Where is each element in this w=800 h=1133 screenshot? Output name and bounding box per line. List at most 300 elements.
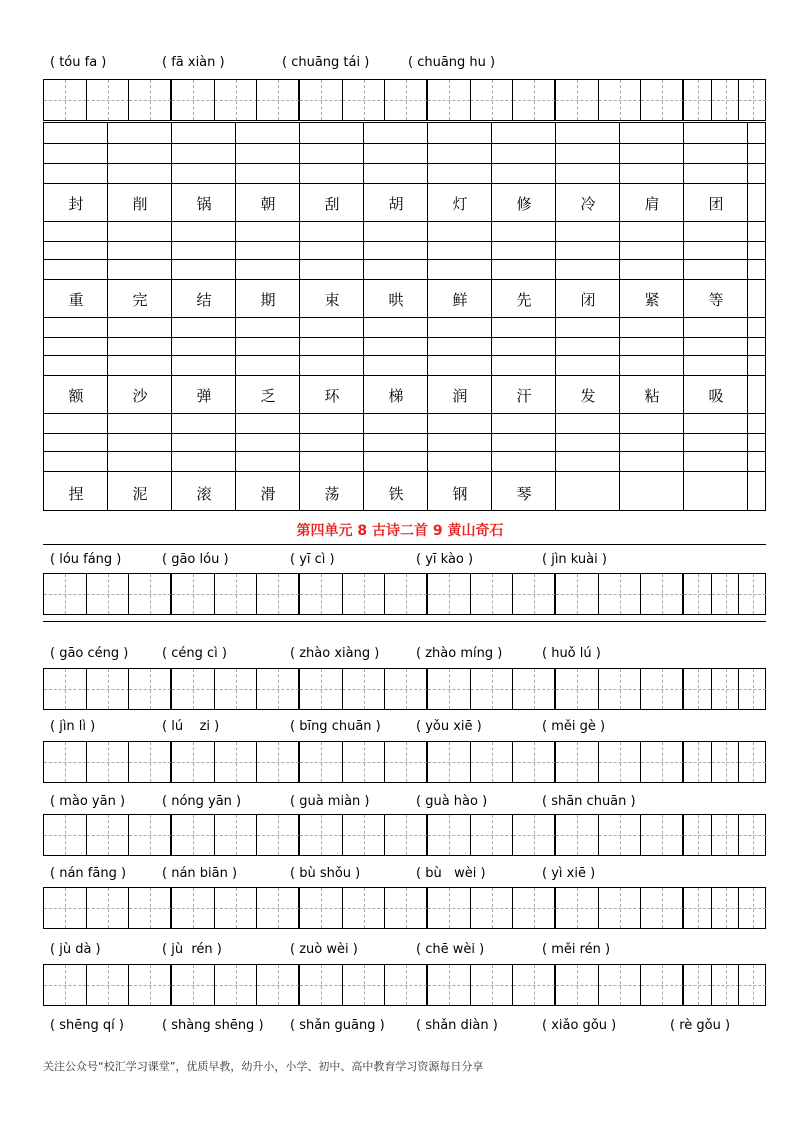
writing-grid-cell[interactable] (384, 815, 427, 855)
writing-grid-cell[interactable] (86, 742, 129, 782)
grid-guide-line (236, 669, 237, 709)
writing-grid-cell[interactable] (598, 574, 641, 614)
pinyin-label: ( gāo céng ) (50, 646, 129, 661)
writing-grid-cell[interactable] (342, 80, 385, 120)
grid-guide-line (278, 965, 279, 1005)
pinyin-label: ( zhào xiàng ) (290, 646, 380, 661)
writing-grid-cell[interactable] (128, 965, 171, 1005)
writing-grid-group[interactable] (171, 573, 299, 615)
grid-guide-line (698, 888, 699, 928)
writing-grid-group[interactable] (171, 668, 299, 710)
writing-grid-cell[interactable] (470, 742, 513, 782)
grid-guide-line (364, 669, 365, 709)
writing-grid-cell[interactable] (738, 742, 766, 782)
pinyin-label: ( chuāng hu ) (408, 55, 496, 70)
writing-grid-cell[interactable] (172, 815, 214, 855)
character-cell: 梯 (388, 387, 404, 405)
writing-grid-cell[interactable] (172, 574, 214, 614)
character-cell: 胡 (388, 195, 404, 213)
writing-grid-cell[interactable] (684, 80, 711, 120)
writing-grid-cell[interactable] (300, 80, 342, 120)
writing-grid-cell[interactable] (214, 80, 257, 120)
writing-grid-cell[interactable] (738, 965, 766, 1005)
writing-grid-cell[interactable] (86, 80, 129, 120)
writing-grid-cell[interactable] (684, 888, 711, 928)
grid-guide-line (449, 669, 450, 709)
character-cell: 修 (516, 195, 532, 213)
writing-grid-cell[interactable] (556, 742, 598, 782)
pinyin-label: ( xiǎo gǒu ) (542, 1018, 617, 1033)
grid-guide-line (108, 965, 109, 1005)
character-cell: 额 (68, 387, 84, 405)
character-cell: 弹 (196, 387, 212, 405)
character-cell: 等 (708, 291, 724, 309)
writing-grid-cell[interactable] (512, 815, 555, 855)
writing-grid-cell[interactable] (428, 965, 470, 1005)
pinyin-label: ( huǒ lú ) (542, 646, 601, 661)
grid-guide-line (65, 815, 66, 855)
writing-grid-cell[interactable] (86, 815, 129, 855)
writing-grid-group[interactable] (43, 573, 171, 615)
writing-grid-row (43, 964, 766, 1006)
grid-guide-line (193, 669, 194, 709)
grid-guide-line (364, 574, 365, 614)
writing-grid-cell[interactable] (470, 888, 513, 928)
character-cell: 粘 (644, 387, 660, 405)
grid-guide-line (726, 80, 727, 120)
writing-grid-cell[interactable] (300, 742, 342, 782)
pinyin-line-top (50, 55, 766, 75)
writing-grid-group[interactable] (299, 964, 427, 1006)
character-cell: 结 (196, 291, 212, 309)
writing-grid-cell[interactable] (300, 965, 342, 1005)
writing-grid-cell[interactable] (470, 574, 513, 614)
writing-grid-cell[interactable] (738, 80, 766, 120)
writing-grid-group[interactable] (171, 741, 299, 783)
writing-grid-cell[interactable] (256, 888, 299, 928)
table-row-line (44, 433, 765, 434)
grid-guide-line (406, 815, 407, 855)
character-cell: 汗 (516, 387, 532, 405)
writing-grid-group[interactable] (683, 668, 766, 710)
pinyin-label: ( gāo lóu ) (162, 552, 229, 567)
writing-grid-cell[interactable] (44, 574, 86, 614)
writing-grid-cell[interactable] (342, 669, 385, 709)
writing-grid-group[interactable] (555, 79, 683, 121)
writing-grid-cell[interactable] (711, 888, 739, 928)
writing-grid-cell[interactable] (44, 669, 86, 709)
writing-grid-group[interactable] (171, 887, 299, 929)
character-cell: 滑 (260, 485, 276, 503)
writing-grid-row (43, 887, 766, 929)
writing-grid-cell[interactable] (428, 574, 470, 614)
writing-grid-group[interactable] (555, 887, 683, 929)
writing-grid-cell[interactable] (44, 888, 86, 928)
writing-grid-group[interactable] (683, 573, 766, 615)
character-cell: 哄 (388, 291, 404, 309)
pinyin-label: ( fā xiàn ) (162, 55, 225, 70)
writing-grid-cell[interactable] (172, 742, 214, 782)
writing-grid-cell[interactable] (384, 742, 427, 782)
pinyin-label: ( jù rén ) (162, 942, 222, 957)
writing-grid-group[interactable] (427, 668, 555, 710)
writing-grid-cell[interactable] (684, 742, 711, 782)
writing-grid-cell[interactable] (556, 669, 598, 709)
grid-guide-line (753, 742, 754, 782)
pinyin-line (50, 1018, 766, 1038)
writing-grid-cell[interactable] (428, 80, 470, 120)
writing-grid-cell[interactable] (640, 888, 683, 928)
writing-grid-cell[interactable] (172, 80, 214, 120)
character-cell: 泥 (132, 485, 148, 503)
table-row-line (44, 241, 765, 242)
writing-grid-cell[interactable] (128, 815, 171, 855)
grid-guide-line (108, 888, 109, 928)
writing-grid-cell[interactable] (128, 669, 171, 709)
writing-grid-cell[interactable] (684, 669, 711, 709)
writing-grid-cell[interactable] (598, 965, 641, 1005)
writing-grid-cell[interactable] (384, 965, 427, 1005)
writing-grid-cell[interactable] (342, 742, 385, 782)
writing-grid-cell[interactable] (512, 574, 555, 614)
writing-grid-cell[interactable] (711, 574, 739, 614)
writing-grid-group[interactable] (43, 887, 171, 929)
grid-guide-line (449, 888, 450, 928)
grid-guide-line (534, 669, 535, 709)
writing-grid-cell[interactable] (711, 965, 739, 1005)
grid-guide-line (726, 888, 727, 928)
writing-grid-cell[interactable] (640, 965, 683, 1005)
writing-grid-cell[interactable] (214, 574, 257, 614)
writing-grid-cell[interactable] (256, 965, 299, 1005)
grid-guide-line (321, 669, 322, 709)
writing-grid-cell[interactable] (128, 80, 171, 120)
writing-grid-cell[interactable] (256, 815, 299, 855)
writing-grid-cell[interactable] (598, 888, 641, 928)
writing-grid-group[interactable] (299, 668, 427, 710)
writing-grid-cell[interactable] (512, 965, 555, 1005)
grid-guide-line (753, 574, 754, 614)
writing-grid-cell[interactable] (512, 742, 555, 782)
writing-grid-cell[interactable] (128, 574, 171, 614)
writing-grid-cell[interactable] (684, 815, 711, 855)
writing-grid-cell[interactable] (556, 888, 598, 928)
footer-note: 关注公众号“校汇学习课堂”，优质早教，幼升小，小学、初中、高中教育学习资源每日分享 (43, 1060, 484, 1073)
pinyin-label: ( zuò wèi ) (290, 942, 358, 957)
writing-grid-row (43, 79, 766, 121)
writing-grid-cell[interactable] (711, 742, 739, 782)
writing-grid-group[interactable] (683, 887, 766, 929)
grid-guide-line (662, 80, 663, 120)
grid-guide-line (406, 742, 407, 782)
writing-grid-cell[interactable] (86, 965, 129, 1005)
writing-grid-cell[interactable] (384, 574, 427, 614)
writing-grid-cell[interactable] (300, 669, 342, 709)
writing-grid-group[interactable] (683, 79, 766, 121)
writing-grid-cell[interactable] (300, 815, 342, 855)
grid-guide-line (150, 80, 151, 120)
writing-grid-cell[interactable] (684, 574, 711, 614)
writing-grid-cell[interactable] (640, 815, 683, 855)
writing-grid-cell[interactable] (214, 888, 257, 928)
writing-grid-cell[interactable] (738, 574, 766, 614)
character-cell: 鲜 (452, 291, 468, 309)
grid-guide-line (65, 574, 66, 614)
writing-grid-cell[interactable] (44, 965, 86, 1005)
writing-grid-group[interactable] (427, 887, 555, 929)
writing-grid-group[interactable] (555, 814, 683, 856)
grid-guide-line (698, 815, 699, 855)
writing-grid-cell[interactable] (428, 669, 470, 709)
writing-grid-group[interactable] (555, 741, 683, 783)
writing-grid-cell[interactable] (470, 965, 513, 1005)
writing-grid-group[interactable] (427, 964, 555, 1006)
writing-grid-cell[interactable] (428, 888, 470, 928)
pinyin-label: ( yì xiē ) (542, 866, 596, 881)
character-cell: 发 (580, 387, 596, 405)
grid-guide-line (449, 80, 450, 120)
writing-grid-cell[interactable] (640, 80, 683, 120)
writing-grid-group[interactable] (427, 741, 555, 783)
writing-grid-group[interactable] (427, 573, 555, 615)
writing-grid-group[interactable] (555, 573, 683, 615)
writing-grid-cell[interactable] (598, 742, 641, 782)
writing-grid-cell[interactable] (711, 80, 739, 120)
writing-grid-cell[interactable] (556, 80, 598, 120)
writing-grid-group[interactable] (43, 668, 171, 710)
grid-guide-line (620, 888, 621, 928)
pinyin-label: ( yǒu xiē ) (416, 719, 482, 734)
grid-guide-line (108, 574, 109, 614)
writing-grid-cell[interactable] (598, 669, 641, 709)
pinyin-label: ( lú zi ) (162, 719, 220, 734)
writing-grid-cell[interactable] (470, 669, 513, 709)
grid-guide-line (108, 742, 109, 782)
grid-guide-line (236, 888, 237, 928)
writing-grid-cell[interactable] (428, 742, 470, 782)
writing-grid-cell[interactable] (384, 669, 427, 709)
unit-title: 第四单元 8 古诗二首 9 黄山奇石 (296, 523, 504, 539)
writing-grid-group[interactable] (555, 964, 683, 1006)
character-cell: 重 (68, 291, 84, 309)
divider (43, 544, 766, 545)
table-row-line (44, 143, 765, 144)
pinyin-label: ( nóng yān ) (162, 794, 242, 809)
grid-guide-line (193, 574, 194, 614)
writing-grid-group[interactable] (299, 887, 427, 929)
writing-grid-row (43, 573, 766, 615)
writing-grid-row (43, 668, 766, 710)
writing-grid-group[interactable] (299, 814, 427, 856)
writing-grid-cell[interactable] (172, 669, 214, 709)
writing-grid-cell[interactable] (86, 669, 129, 709)
writing-grid-group[interactable] (299, 573, 427, 615)
pinyin-label: ( rè gǒu ) (670, 1018, 731, 1033)
writing-grid-cell[interactable] (711, 669, 739, 709)
writing-grid-group[interactable] (171, 79, 299, 121)
writing-grid-group[interactable] (43, 79, 171, 121)
writing-grid-cell[interactable] (470, 815, 513, 855)
pinyin-label: ( shǎn guāng ) (290, 1018, 385, 1033)
character-cell: 团 (708, 195, 724, 213)
grid-guide-line (321, 742, 322, 782)
writing-grid-cell[interactable] (512, 669, 555, 709)
pinyin-label: ( jìn kuài ) (542, 552, 607, 567)
character-cell: 紧 (644, 291, 660, 309)
character-cell: 吸 (708, 387, 724, 405)
grid-guide-line (534, 742, 535, 782)
writing-grid-group[interactable] (299, 79, 427, 121)
writing-grid-cell[interactable] (428, 815, 470, 855)
grid-guide-line (193, 888, 194, 928)
pinyin-label: ( chuāng tái ) (282, 55, 370, 70)
character-cell: 荡 (324, 485, 340, 503)
grid-guide-line (321, 80, 322, 120)
grid-guide-line (698, 574, 699, 614)
writing-grid-group[interactable] (683, 964, 766, 1006)
writing-grid-cell[interactable] (640, 574, 683, 614)
writing-grid-cell[interactable] (598, 815, 641, 855)
writing-grid-cell[interactable] (256, 574, 299, 614)
pinyin-label: ( yī kào ) (416, 552, 474, 567)
writing-grid-group[interactable] (427, 814, 555, 856)
writing-grid-cell[interactable] (214, 669, 257, 709)
table-row-line (44, 259, 765, 260)
writing-grid-group[interactable] (43, 741, 171, 783)
writing-grid-group[interactable] (299, 741, 427, 783)
grid-guide-line (620, 965, 621, 1005)
grid-guide-line (150, 574, 151, 614)
writing-grid-cell[interactable] (556, 965, 598, 1005)
grid-guide-line (534, 965, 535, 1005)
grid-guide-line (577, 669, 578, 709)
writing-grid-cell[interactable] (640, 669, 683, 709)
writing-grid-group[interactable] (171, 814, 299, 856)
pinyin-line (50, 552, 766, 572)
writing-grid-cell[interactable] (214, 965, 257, 1005)
grid-guide-line (108, 669, 109, 709)
grid-guide-line (662, 742, 663, 782)
writing-grid-cell[interactable] (640, 742, 683, 782)
writing-grid-cell[interactable] (684, 965, 711, 1005)
writing-grid-cell[interactable] (86, 574, 129, 614)
grid-guide-line (278, 574, 279, 614)
character-cell: 琴 (516, 485, 532, 503)
writing-grid-cell[interactable] (128, 888, 171, 928)
writing-grid-cell[interactable] (256, 669, 299, 709)
grid-guide-line (449, 965, 450, 1005)
pinyin-label: ( bù wèi ) (416, 866, 486, 881)
writing-grid-cell[interactable] (384, 80, 427, 120)
grid-guide-line (577, 80, 578, 120)
writing-grid-cell[interactable] (738, 815, 766, 855)
grid-guide-line (698, 965, 699, 1005)
writing-grid-cell[interactable] (44, 80, 86, 120)
writing-grid-cell[interactable] (342, 815, 385, 855)
pinyin-label: ( guà hào ) (416, 794, 488, 809)
writing-grid-cell[interactable] (256, 80, 299, 120)
divider (43, 621, 766, 622)
grid-guide-line (364, 965, 365, 1005)
writing-grid-group[interactable] (555, 668, 683, 710)
character-cell: 润 (452, 387, 468, 405)
table-row-line (44, 471, 765, 472)
writing-grid-group[interactable] (43, 814, 171, 856)
grid-guide-line (193, 742, 194, 782)
table-row-line (44, 413, 765, 414)
writing-grid-group[interactable] (427, 79, 555, 121)
grid-guide-line (236, 80, 237, 120)
writing-grid-cell[interactable] (256, 742, 299, 782)
grid-guide-line (662, 965, 663, 1005)
writing-grid-cell[interactable] (512, 888, 555, 928)
grid-guide-line (577, 965, 578, 1005)
grid-guide-line (753, 815, 754, 855)
grid-guide-line (492, 574, 493, 614)
grid-guide-line (236, 965, 237, 1005)
grid-guide-line (620, 80, 621, 120)
writing-grid-cell[interactable] (342, 965, 385, 1005)
writing-grid-cell[interactable] (300, 574, 342, 614)
grid-guide-line (577, 742, 578, 782)
pinyin-line (50, 942, 766, 962)
grid-guide-line (364, 888, 365, 928)
writing-grid-group[interactable] (683, 741, 766, 783)
character-cell: 先 (516, 291, 532, 309)
character-cell: 朝 (260, 195, 276, 213)
character-cell: 乏 (260, 387, 276, 405)
writing-grid-cell[interactable] (128, 742, 171, 782)
writing-grid-cell[interactable] (738, 888, 766, 928)
writing-grid-cell[interactable] (711, 815, 739, 855)
grid-guide-line (150, 815, 151, 855)
writing-grid-cell[interactable] (738, 669, 766, 709)
writing-grid-group[interactable] (683, 814, 766, 856)
writing-grid-group[interactable] (171, 964, 299, 1006)
writing-grid-cell[interactable] (44, 742, 86, 782)
pinyin-label: ( yī cì ) (290, 552, 335, 567)
grid-guide-line (726, 742, 727, 782)
table-row-line (44, 375, 765, 376)
writing-grid-cell[interactable] (44, 815, 86, 855)
writing-grid-cell[interactable] (512, 80, 555, 120)
grid-guide-line (364, 742, 365, 782)
table-row-line (44, 451, 765, 452)
writing-grid-cell[interactable] (342, 574, 385, 614)
grid-guide-line (492, 965, 493, 1005)
writing-grid-group[interactable] (43, 964, 171, 1006)
writing-grid-cell[interactable] (470, 80, 513, 120)
writing-grid-cell[interactable] (214, 742, 257, 782)
writing-grid-cell[interactable] (556, 574, 598, 614)
writing-grid-cell[interactable] (86, 888, 129, 928)
grid-guide-line (278, 80, 279, 120)
writing-grid-cell[interactable] (556, 815, 598, 855)
grid-guide-line (406, 574, 407, 614)
writing-grid-cell[interactable] (172, 965, 214, 1005)
writing-grid-cell[interactable] (300, 888, 342, 928)
writing-grid-cell[interactable] (598, 80, 641, 120)
writing-grid-cell[interactable] (172, 888, 214, 928)
character-cell: 沙 (132, 387, 148, 405)
writing-grid-cell[interactable] (214, 815, 257, 855)
pinyin-label: ( nán fāng ) (50, 866, 127, 881)
grid-guide-line (620, 669, 621, 709)
grid-guide-line (150, 965, 151, 1005)
pinyin-label: ( tóu fa ) (50, 55, 107, 70)
writing-grid-cell[interactable] (384, 888, 427, 928)
writing-grid-cell[interactable] (342, 888, 385, 928)
